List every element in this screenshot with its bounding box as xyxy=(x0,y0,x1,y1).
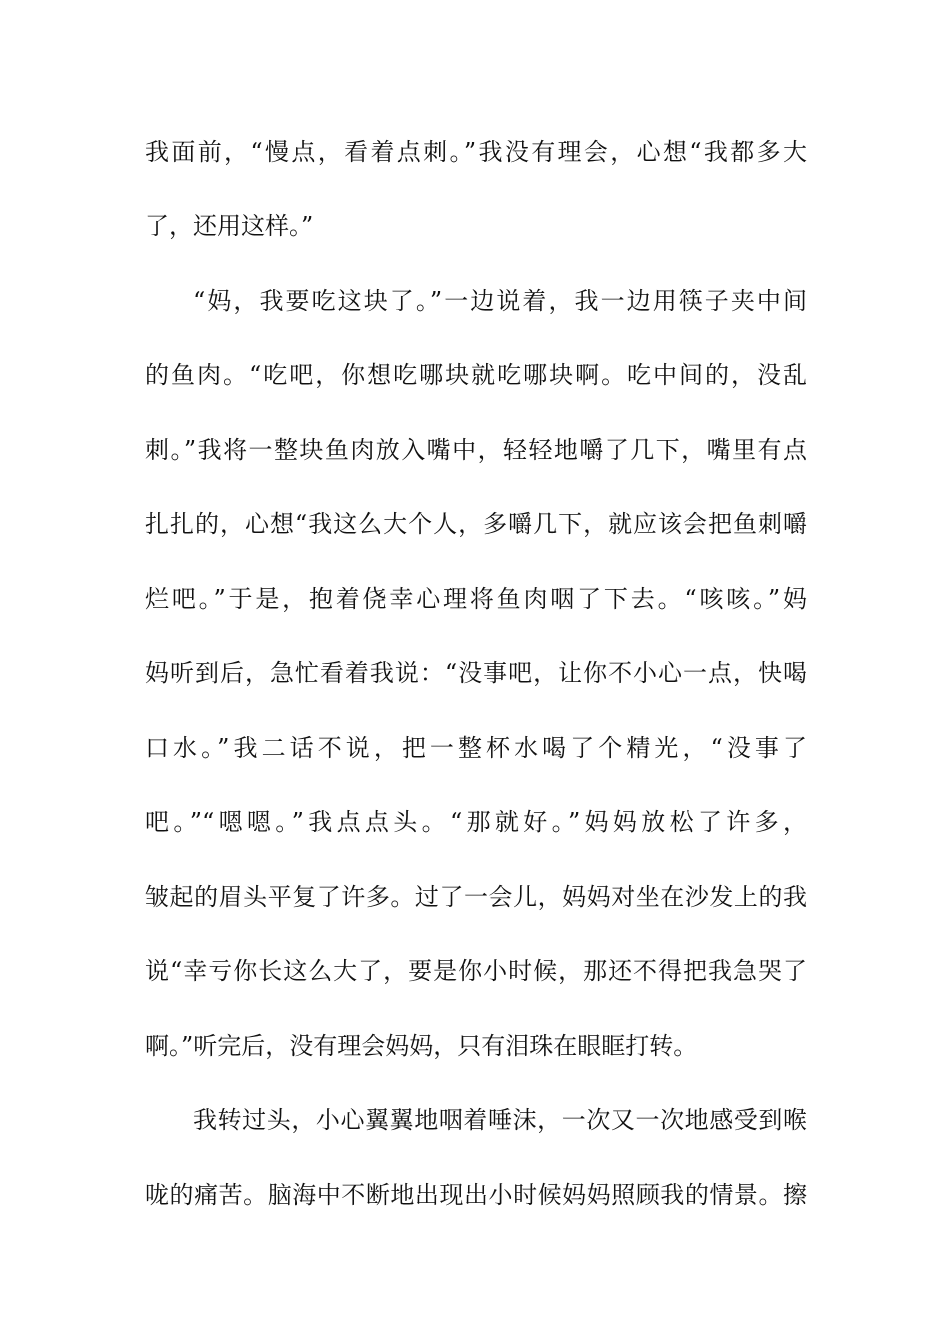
text-line-8: 妈听到后，急忙看着我说：“没事吧，让你不小心一点，快喝 xyxy=(145,659,807,687)
text-line-6: 扎扎的，心想“我这么大个人，多嚼几下，就应该会把鱼刺嚼 xyxy=(145,510,807,538)
text-line-2: 了，还用这样。” xyxy=(145,212,314,240)
text-line-13: 啊。”听完后，没有理会妈妈，只有泪珠在眼眶打转。 xyxy=(145,1032,698,1060)
text-line-7: 烂吧。”于是，抱着侥幸心理将鱼肉咽了下去。“咳咳。”妈 xyxy=(145,585,807,613)
text-line-3: “妈，我要吃这块了。”一边说着，我一边用筷子夹中间 xyxy=(193,287,807,315)
text-line-5: 刺。”我将一整块鱼肉放入嘴中，轻轻地嚼了几下，嘴里有点 xyxy=(145,436,807,464)
text-line-1: 我面前，“慢点，看着点刺。”我没有理会，心想“我都多大 xyxy=(145,138,807,166)
text-line-15: 咙的痛苦。脑海中不断地出现出小时候妈妈照顾我的情景。擦 xyxy=(145,1181,807,1209)
text-line-14: 我转过头，小心翼翼地咽着唾沫，一次又一次地感受到喉 xyxy=(193,1106,807,1134)
text-line-9: 口水。”我二话不说，把一整杯水喝了个精光，“没事了 xyxy=(145,734,807,762)
text-line-12: 说“幸亏你长这么大了，要是你小时候，那还不得把我急哭了 xyxy=(145,957,807,985)
text-line-4: 的鱼肉。“吃吧，你想吃哪块就吃哪块啊。吃中间的，没乱 xyxy=(145,361,807,389)
text-line-11: 皱起的眉头平复了许多。过了一会儿，妈妈对坐在沙发上的我 xyxy=(145,883,807,911)
text-line-10: 吧。”“嗯嗯。”我点点头。“那就好。”妈妈放松了许多， xyxy=(145,808,807,836)
